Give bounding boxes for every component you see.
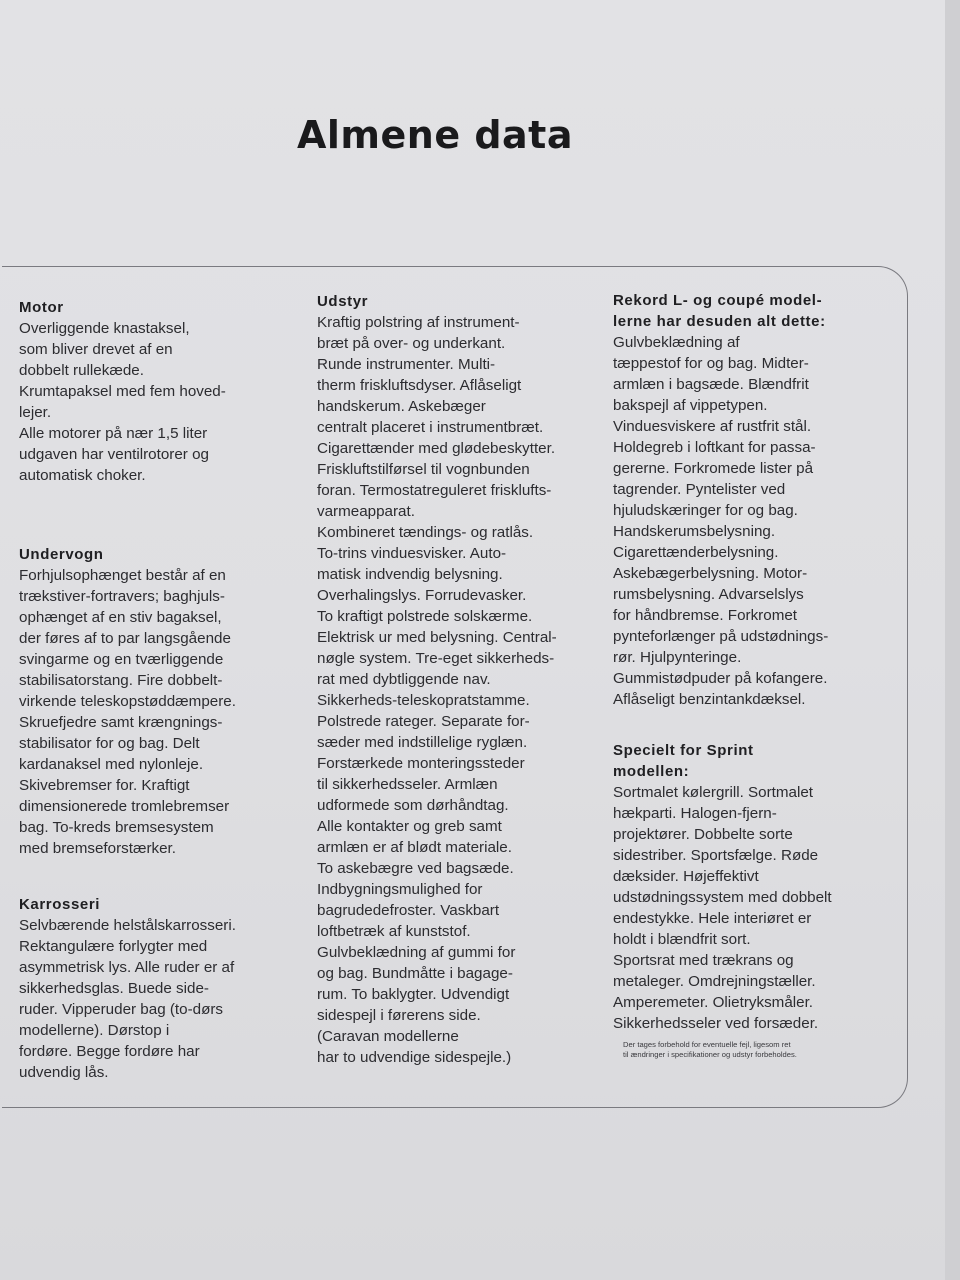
- text-line: Kraftig polstring af instrument-: [317, 314, 520, 331]
- text-line: rum. To baklygter. Udvendigt: [317, 986, 510, 1003]
- text-line: Selvbærende helstålskarrosseri.: [19, 917, 236, 934]
- text-line: dæksider. Højeffektivt: [613, 868, 759, 885]
- text-line: Overliggende knastaksel,: [19, 320, 190, 337]
- text-line: Handskerumsbelysning.: [613, 523, 776, 540]
- text-line: Holdegreb i loftkant for passa-: [613, 439, 816, 456]
- text-line: modellerne). Dørstop i: [19, 1022, 170, 1039]
- text-line: Gulvbeklædning af: [613, 334, 740, 351]
- text-line: kardanaksel med nylonleje.: [19, 756, 204, 773]
- section-title-karrosseri: Karrosseri: [19, 896, 101, 913]
- text-line: virkende teleskopstøddæmpere.: [19, 693, 236, 710]
- text-line: holdt i blændfrit sort.: [613, 931, 751, 948]
- text-line: udstødningssystem med dobbelt: [613, 889, 832, 906]
- text-line: udgaven har ventilrotorer og: [19, 446, 209, 463]
- section-title-motor: Motor: [19, 299, 64, 316]
- text-line: Skivebremser for. Kraftigt: [19, 777, 190, 794]
- section-title-sprint: Specielt for Sprint: [613, 742, 754, 759]
- text-line: stabilisatorstang. Fire dobbelt-: [19, 672, 223, 689]
- text-line: Sikkerhedsseler ved forsæder.: [613, 1015, 819, 1032]
- text-line: bræt på over- og underkant.: [317, 335, 506, 352]
- text-line: svingarme og en tværliggende: [19, 651, 224, 668]
- section-title-rekord-l-coupe: lerne har desuden alt dette:: [613, 313, 826, 330]
- text-line: metaleger. Omdrejningstæller.: [613, 973, 816, 990]
- text-line: endestykke. Hele interiøret er: [613, 910, 812, 927]
- text-line: projektører. Dobbelte sorte: [613, 826, 793, 843]
- text-line: og bag. Bundmåtte i bagage-: [317, 965, 513, 982]
- text-line: dimensionerede tromlebremser: [19, 798, 230, 815]
- text-line: bakspejl af vippetypen.: [613, 397, 768, 414]
- text-line: tagrender. Pyntelister ved: [613, 481, 786, 498]
- text-line: med bremseforstærker.: [19, 840, 176, 857]
- text-line: pynteforlænger på udstødnings-: [613, 628, 829, 645]
- text-line: To askebægre ved bagsæde.: [317, 860, 514, 877]
- text-line: bagrudedefroster. Vaskbart: [317, 902, 500, 919]
- text-line: Forhjulsophænget består af en: [19, 567, 226, 584]
- text-line: Skruefjedre samt krængnings-: [19, 714, 223, 731]
- text-line: fordøre. Begge fordøre har: [19, 1043, 200, 1060]
- text-line: Gummistødpuder på kofangere.: [613, 670, 828, 687]
- text-line: stabilisator for og bag. Delt: [19, 735, 200, 752]
- text-line: rumsbelysning. Advarselslys: [613, 586, 804, 603]
- text-line: tæppestof for og bag. Midter-: [613, 355, 809, 372]
- text-line: Amperemeter. Olietryksmåler.: [613, 994, 814, 1011]
- text-line: til sikkerhedsseler. Armlæn: [317, 776, 498, 793]
- text-line: therm friskluftsdyser. Aflåseligt: [317, 377, 522, 394]
- text-line: hjuludskæringer for og bag.: [613, 502, 798, 519]
- footnote-line: til ændringer i specifikationer og udstyr forbeholdes.: [623, 1050, 797, 1059]
- footnote-line: Der tages forbehold for eventuelle fejl, ligesom ret: [623, 1040, 791, 1049]
- section-title-rekord-l-coupe: Rekord L- og coupé model-: [613, 292, 823, 309]
- section-undervogn: [19, 544, 289, 859]
- text-line: loftbetræk af kunststof.: [317, 923, 471, 940]
- spacer: [19, 859, 289, 894]
- text-line: sæder med indstillelige ryglæn.: [317, 734, 528, 751]
- text-line: sidespejl i førerens side.: [317, 1007, 481, 1024]
- text-line: ruder. Vipperuder bag (to-dørs: [19, 1001, 224, 1018]
- footnote: [613, 1040, 888, 1060]
- text-line: Gulvbeklædning af gummi for: [317, 944, 516, 961]
- text-line: Askebægerbelysning. Motor-: [613, 565, 808, 582]
- text-line: der føres af to par langsgående: [19, 630, 231, 647]
- section-title-sprint: modellen:: [613, 763, 690, 780]
- text-line: Indbygningsmulighed for: [317, 881, 483, 898]
- text-line: asymmetrisk lys. Alle ruder er af: [19, 959, 235, 976]
- text-line: Sportsrat med trækrans og: [613, 952, 794, 969]
- text-line: Sikkerheds-teleskopratstamme.: [317, 692, 530, 709]
- text-line: Cigarettænderbelysning.: [613, 544, 779, 561]
- text-line: Polstrede rateger. Separate for-: [317, 713, 530, 730]
- text-line: rør. Hjulpynteringe.: [613, 649, 742, 666]
- text-line: foran. Termostatreguleret frisklufts-: [317, 482, 552, 499]
- text-line: bag. To-kreds bremsesystem: [19, 819, 214, 836]
- section-rekord-l-coupe: [613, 290, 888, 710]
- text-line: armlæn er af blødt materiale.: [317, 839, 512, 856]
- text-line: udvendig lås.: [19, 1064, 109, 1081]
- text-line: ophænget af en stiv bagaksel,: [19, 609, 222, 626]
- text-line: Elektrisk ur med belysning. Central-: [317, 629, 557, 646]
- page-edge: [945, 0, 960, 1280]
- section-karrosseri: [19, 894, 289, 1083]
- text-line: Alle motorer på nær 1,5 liter: [19, 425, 208, 442]
- text-line: Runde instrumenter. Multi-: [317, 356, 496, 373]
- text-line: Alle kontakter og greb samt: [317, 818, 502, 835]
- text-line: sidestriber. Sportsfælge. Røde: [613, 847, 819, 864]
- text-line: automatisk choker.: [19, 467, 146, 484]
- text-line: matisk indvendig belysning.: [317, 566, 503, 583]
- text-line: udformede som dørhåndtag.: [317, 797, 509, 814]
- text-line: trækstiver-fortravers; baghjuls-: [19, 588, 225, 605]
- column-left: [19, 297, 289, 1083]
- text-line: som bliver drevet af en: [19, 341, 173, 358]
- text-line: for håndbremse. Forkromet: [613, 607, 798, 624]
- text-line: dobbelt rullekæde.: [19, 362, 144, 379]
- text-line: Vinduesviskere af rustfrit stål.: [613, 418, 812, 435]
- column-right: [613, 290, 888, 1060]
- text-line: varmeapparat.: [317, 503, 415, 520]
- text-line: Friskluftstilførsel til vognbunden: [317, 461, 530, 478]
- text-line: armlæn i bagsæde. Blændfrit: [613, 376, 809, 393]
- text-line: handskerum. Askebæger: [317, 398, 486, 415]
- text-line: To-trins vinduesvisker. Auto-: [317, 545, 507, 562]
- spacer: [19, 486, 289, 544]
- text-line: Aflåseligt benzintankdæksel.: [613, 691, 806, 708]
- text-line: nøgle system. Tre-eget sikkerheds-: [317, 650, 555, 667]
- text-line: To kraftigt polstrede solskærme.: [317, 608, 533, 625]
- spacer: [613, 710, 888, 740]
- text-line: hækparti. Halogen-fjern-: [613, 805, 777, 822]
- section-sprint: [613, 740, 888, 1034]
- column-middle: [317, 291, 607, 1068]
- text-line: Overhalingslys. Forrudevasker.: [317, 587, 527, 604]
- text-line: Cigarettænder med glødebeskytter.: [317, 440, 556, 457]
- section-udstyr: [317, 291, 607, 1068]
- text-line: Sortmalet kølergrill. Sortmalet: [613, 784, 814, 801]
- page-title: Almene data: [296, 113, 573, 157]
- text-line: sikkerhedsglas. Buede side-: [19, 980, 209, 997]
- text-line: rat med dybtliggende nav.: [317, 671, 491, 688]
- text-line: Krumtapaksel med fem hoved-: [19, 383, 226, 400]
- section-title-undervogn: Undervogn: [19, 546, 104, 563]
- text-line: Rektangulære forlygter med: [19, 938, 208, 955]
- section-motor: [19, 297, 289, 486]
- text-line: gererne. Forkromede lister på: [613, 460, 814, 477]
- section-title-udstyr: Udstyr: [317, 293, 369, 310]
- text-line: Forstærkede monteringssteder: [317, 755, 525, 772]
- text-line: centralt placeret i instrumentbræt.: [317, 419, 544, 436]
- text-line: har to udvendige sidespejle.): [317, 1049, 512, 1066]
- text-line: Kombineret tændings- og ratlås.: [317, 524, 534, 541]
- text-line: lejer.: [19, 404, 52, 421]
- text-line: (Caravan modellerne: [317, 1028, 459, 1045]
